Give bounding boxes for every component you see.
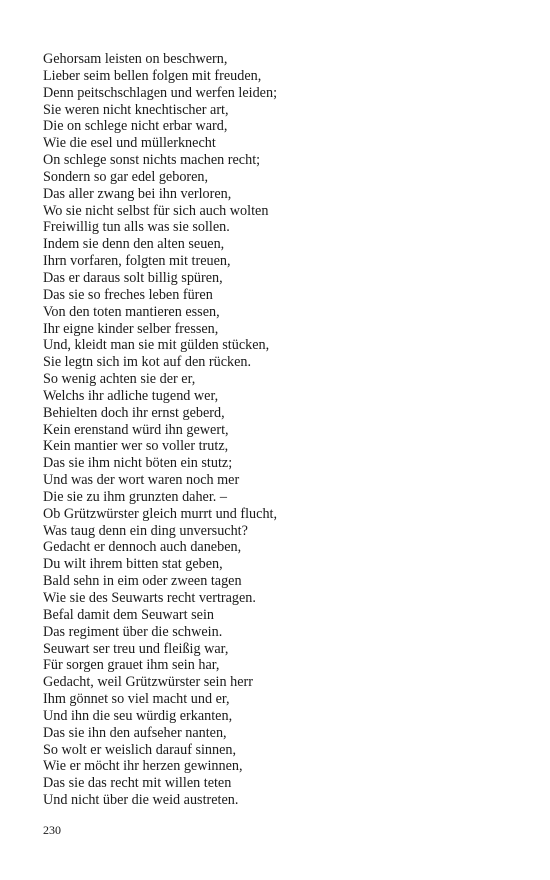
poem-line: Bald sehn in eim oder zween tagen — [43, 573, 242, 590]
poem-line: Indem sie denn den alten seuen, — [43, 236, 225, 253]
poem-line: Von den toten mantieren essen, — [43, 303, 220, 320]
poem-line: Kein erenstand würd ihn gewert, — [43, 421, 229, 438]
poem-line: Freiwillig tun alls was sie sollen. — [43, 219, 230, 236]
poem-line: Gedacht, weil Grützwürster sein herr — [43, 674, 253, 691]
poem-line: Ob Grützwürster gleich murrt und flucht, — [43, 505, 278, 522]
poem-line: Das sie ihm nicht böten ein stutz; — [43, 455, 233, 472]
poem-line: Die sie zu ihm grunzten daher. – — [43, 488, 227, 505]
poem-line: Das regiment über die schwein. — [43, 623, 223, 640]
poem-line: Sondern so gar edel geboren, — [43, 168, 209, 185]
poem-line: Ihr eigne kinder selber fressen, — [43, 320, 219, 337]
poem-line: Denn peitschschlagen und werfen leiden; — [43, 84, 278, 101]
poem-line: Du wilt ihrem bitten stat geben, — [43, 556, 223, 573]
poem-line: Für sorgen grauet ihm sein har, — [43, 657, 220, 674]
poem-text — [43, 51, 523, 809]
poem-line: So wolt er weislich darauf sinnen, — [43, 741, 237, 758]
poem-line: Und ihn die seu würdig erkanten, — [43, 707, 233, 724]
poem-line: Wie sie des Seuwarts recht vertragen. — [43, 590, 256, 606]
poem-line: Und was der wort waren noch mer — [43, 472, 240, 489]
poem-line: Ihrn vorfaren, folgten mit treuen, — [43, 253, 231, 270]
poem-line: Sie weren nicht knechtischer art, — [43, 101, 229, 118]
poem-line: Und, kleidt man sie mit gülden stücken, — [43, 337, 270, 354]
poem-line: Welchs ihr adliche tugend wer, — [43, 387, 219, 404]
poem-line: On schlege sonst nichts machen recht; — [43, 152, 261, 169]
poem-line: Ihm gönnet so viel macht und er, — [43, 691, 230, 708]
poem-line: Das aller zwang bei ihn verloren, — [43, 185, 232, 202]
poem-line: Was taug denn ein ding unversucht? — [43, 522, 248, 539]
poem-line: Das sie so freches leben füren — [43, 286, 213, 303]
poem-line: Wo sie nicht selbst für sich auch wolten — [43, 202, 269, 219]
poem-line: Wie er möcht ihr herzen gewinnen, — [43, 758, 243, 775]
poem-line: So wenig achten sie der er, — [43, 371, 196, 388]
poem-line: Befal damit dem Seuwart sein — [43, 606, 214, 623]
poem-line: Gehorsam leisten on beschwern, — [43, 51, 228, 67]
poem-line: Wie die esel und müllerknecht — [43, 135, 216, 152]
poem-line: Das sie das recht mit willen teten — [43, 775, 232, 792]
page-number: 230 — [43, 823, 61, 837]
poem-line: Das er daraus solt billig spüren, — [43, 269, 223, 286]
poem-line: Sie legtn sich im kot auf den rücken. — [43, 354, 252, 371]
poem-line: Behielten doch ihr ernst geberd, — [43, 404, 225, 421]
poem-line: Die on schlege nicht erbar ward, — [43, 118, 228, 135]
poem-line: Seuwart ser treu und fleißig war, — [43, 640, 229, 657]
poem-line: Lieber seim bellen folgen mit freuden, — [43, 67, 262, 84]
poem-line: Und nicht über die weid austreten. — [43, 792, 239, 809]
poem-line: Kein mantier wer so voller trutz, — [43, 438, 229, 455]
poem-line: Das sie ihn den aufseher nanten, — [43, 724, 227, 741]
poem-line: Gedacht er dennoch auch daneben, — [43, 539, 242, 556]
